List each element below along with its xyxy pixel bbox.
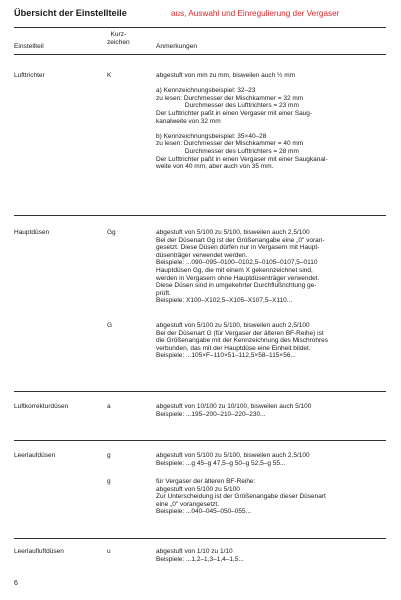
row-notes-leerlaufduesen: abgestuft von 5/100 zu 5/100, bisweilen auch 2,5/100 Beispiele: ...g 45–g 47,5–g 50–g 52,5–g 55...: [156, 452, 310, 467]
header-bottom-rule: [14, 54, 386, 55]
row-notes-leerlaufduesen-bf: für Vergaser der älteren BF-Reihe: abgestuft von 5/100 zu 5/100 Zur Unterscheidung ist der Größenangabe dieser Düsenart eine „0" vorangesetzt. Beispiele: ...040–045–050–055...: [156, 478, 326, 516]
column-header-part: Einstellteil: [14, 43, 44, 50]
row-code-luftkorrekturduesen: a: [107, 403, 111, 410]
column-header-code: Kurz- zeichen: [107, 31, 130, 46]
column-header-notes: Anmerkungen: [156, 43, 198, 50]
row-part-luftkorrekturduesen: Luftkorrekturdüsen: [14, 403, 69, 410]
row-divider: [14, 538, 386, 539]
page-title: Übersicht der Einstellteile: [14, 8, 127, 18]
row-code-leerlaufduesen: g: [107, 452, 111, 459]
row-code-hauptduesen-gg: Gg: [107, 229, 116, 236]
row-code-hauptduesen-g: G: [107, 322, 113, 329]
row-notes-lufttrichter: abgestuft von mm zu mm, bisweilen auch ½ mm a) Kennzeichnungsbeispiel: 32–23 zu lesen: Durchmesser der Mischkammer = 32 mm Durchmesser des Lufttrichters = 23 mm Der Lufttrichter paßt in einen Vergaser mit einer Saug- kanalweite von 32 mm b) Kennzeichnungsbeispiel: 35×40–28 zu lesen: Durchmesser der Mischkammer = 40 mm Durchmesser des Lufttrichters = 28 mm Der Lufttrichter paßt in einen Vergaser mit einer Saugkanal- weite von 40 mm, aber auch von 35 mm.: [156, 72, 328, 171]
row-part-leerlaufduesen: Leerlaufdüsen: [14, 452, 56, 459]
row-part-leerlaufluftduesen: Leerlaufluftdüsen: [14, 548, 64, 555]
header-top-rule: [14, 27, 386, 28]
row-code-lufttrichter: K: [107, 72, 112, 79]
row-code-leerlaufluftduesen: u: [107, 548, 111, 555]
row-divider: [14, 391, 386, 392]
page-subtitle: aus, Auswahl und Einregulierung der Vergaser: [171, 8, 340, 18]
page-number: 6: [14, 580, 18, 587]
row-divider: [14, 440, 386, 441]
row-divider: [14, 215, 386, 216]
row-notes-luftkorrekturduesen: abgestuft von 10/100 zu 10/100, bisweilen auch 5/100 Beispiele: ...195–200–210–220–230...: [156, 403, 312, 418]
row-notes-hauptduesen-g: abgestuft von 5/100 zu 5/100, bisweilen auch 2,5/100 Bei der Düsenart G (für Vergaser der älteren BF-Reihe) ist die Größenangabe mit der Kennzeichnung des Mischrohres verbunden, das mit der Hauptdüse eine Einheit bildet. Beispiele: ...105×F–110×51–112,5×58–115×56...: [156, 322, 328, 360]
row-notes-leerlaufluftduesen: abgestuft von 1/10 zu 1/10 Beispiele: ...1,2–1,3–1,4–1,5...: [156, 548, 244, 563]
row-part-hauptduesen: Hauptdüsen: [14, 229, 50, 236]
row-part-lufttrichter: Lufttrichter: [14, 72, 45, 79]
row-code-leerlaufduesen-bf: g: [107, 478, 111, 485]
row-notes-hauptduesen-gg: abgestuft von 5/100 zu 5/100, bisweilen auch 2,5/100 Bei der Düsenart Gg ist der Größenangabe eine „0" voran- gesetzt. Diese Düsen dürfen nur in Vergasern mit Haupt- düsenträger verwendet werden. Beispiele: ...090–095–0100–0102,5–0105–0107,5–0110 Hauptdüsen Gg, die mit einem X gekennzeichnet sind, werden in Vergasern ohne Hauptdüsenträger verwendet. Diese Düsen sind in umgekehrter Durchflußrichtung ge- prüft. Beispiele: X100–X102,5–X105–X107,5–X110...: [156, 229, 325, 305]
